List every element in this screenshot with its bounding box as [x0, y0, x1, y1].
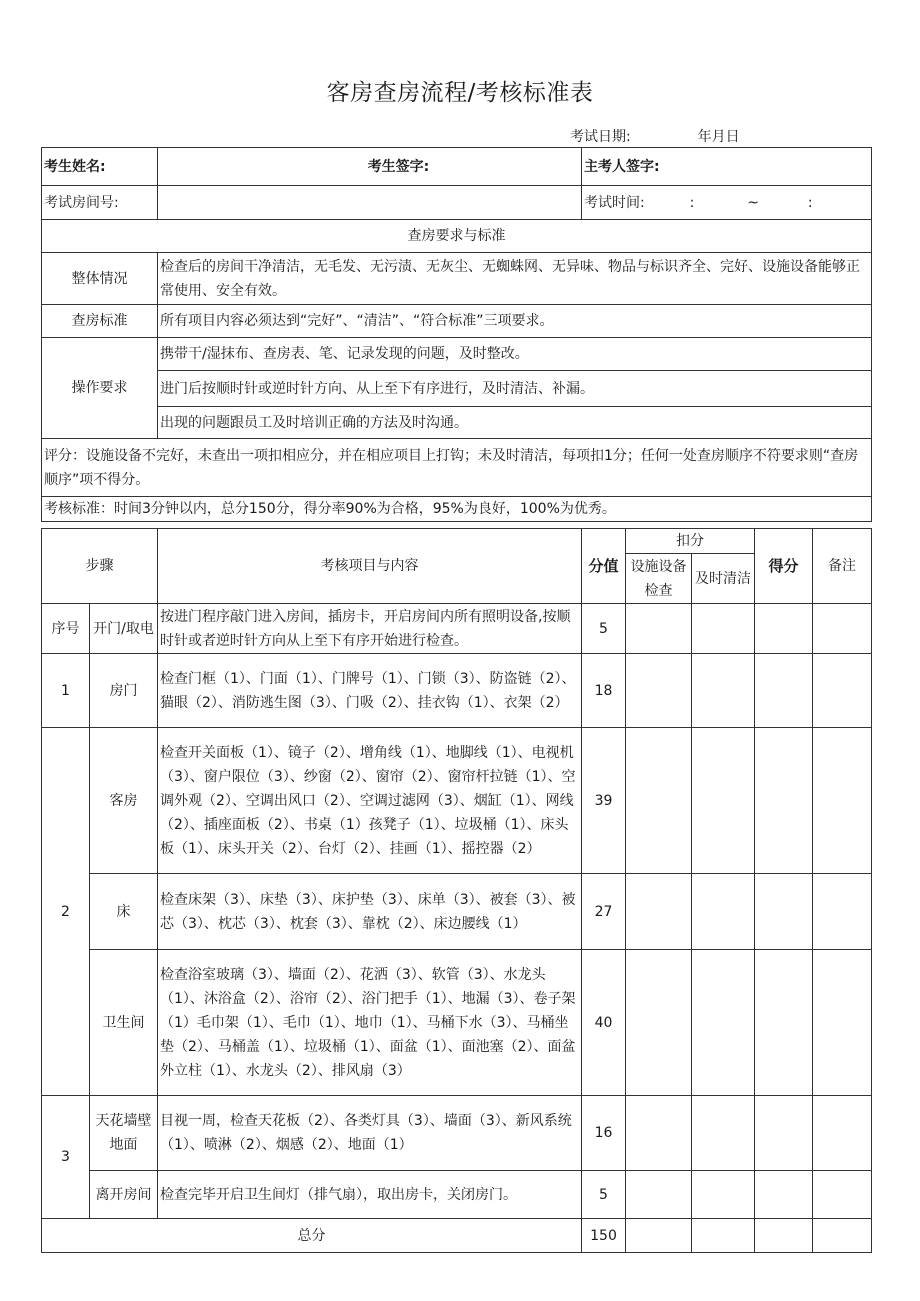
deduct-facility-cell[interactable]	[626, 654, 692, 728]
row-step: 离开房间	[90, 1171, 158, 1219]
col-steps: 步骤	[42, 529, 158, 604]
row-seq: 2	[42, 728, 90, 1096]
standard-label: 查房标准	[42, 305, 158, 338]
standard-text: 所有项目内容必须达到“完好”、“清洁”、“符合标准”三项要求。	[158, 305, 872, 338]
deduct-clean-cell[interactable]	[692, 1171, 755, 1219]
total-points: 150	[582, 1219, 626, 1253]
row-content: 目视一周，检查天花板（2）、各类灯具（3）、墙面（3）、新风系统（1）、喷淋（2）、烟感（2）、地面（1）	[158, 1096, 582, 1171]
deduct-clean-cell[interactable]	[692, 1096, 755, 1171]
exam-date	[570, 126, 740, 146]
row-points: 39	[582, 728, 626, 874]
row-points: 16	[582, 1096, 626, 1171]
candidate-name-label: 考生姓名:	[42, 148, 158, 186]
score-cell[interactable]	[755, 728, 813, 874]
col-deduct: 扣分	[626, 529, 755, 554]
total-row	[42, 1219, 872, 1253]
remarks-cell[interactable]	[813, 874, 872, 950]
scoring-text: 评分：设施设备不完好，未查出一项扣相应分，并在相应项目上打钩；未及时清洁，每项扣1分；任何一处查房顺序不符要求则“查房顺序”项不得分。	[42, 439, 872, 497]
row-step: 天花墙壁地面	[90, 1096, 158, 1171]
row-seq: 序号	[42, 604, 90, 654]
room-no-label: 考试房间号:	[42, 186, 158, 220]
remarks-cell[interactable]	[813, 950, 872, 1096]
row-content: 按进门程序敲门进入房间，插房卡，开启房间内所有照明设备,按顺时针或者逆时针方向从上至下有序开始进行检查。	[158, 604, 582, 654]
exam-date-label: 考试日期:	[570, 129, 631, 145]
operation-item: 进门后按顺时针或逆时针方向、从上至下有序进行，及时清洁、补漏。	[158, 371, 872, 407]
candidate-sign-label: 考生签字:	[158, 148, 582, 186]
table-row	[42, 874, 872, 950]
remarks-cell[interactable]	[813, 728, 872, 874]
row-step: 客房	[90, 728, 158, 874]
row-content: 检查完毕开启卫生间灯（排气扇），取出房卡，关闭房门。	[158, 1171, 582, 1219]
total-deduct-clean-cell[interactable]	[692, 1219, 755, 1253]
exam-date-value: 年月日	[697, 129, 740, 145]
table-row	[42, 1096, 872, 1171]
row-points: 40	[582, 950, 626, 1096]
table-row	[42, 1171, 872, 1219]
score-cell[interactable]	[755, 654, 813, 728]
room-no-value[interactable]	[158, 186, 582, 220]
score-cell[interactable]	[755, 950, 813, 1096]
row-content: 检查门框（1）、门面（1）、门牌号（1）、门锁（3）、防盗链（2）、猫眼（2）、消防逃生图（3）、门吸（2）、挂衣钩（1）、衣架（2）	[158, 654, 582, 728]
col-score: 得分	[755, 529, 813, 604]
deduct-clean-cell[interactable]	[692, 604, 755, 654]
remarks-cell[interactable]	[813, 1171, 872, 1219]
deduct-clean-cell[interactable]	[692, 654, 755, 728]
deduct-facility-cell[interactable]	[626, 1096, 692, 1171]
assessment-text: 考核标准：时间3分钟以内，总分150分，得分率90%为合格，95%为良好，100%为优秀。	[42, 497, 872, 522]
score-cell[interactable]	[755, 604, 813, 654]
total-remarks-cell[interactable]	[813, 1219, 872, 1253]
row-points: 5	[582, 1171, 626, 1219]
overall-label: 整体情况	[42, 253, 158, 305]
row-seq: 1	[42, 654, 90, 728]
table-row	[42, 950, 872, 1096]
total-label: 总分	[42, 1219, 582, 1253]
col-deduct-facility: 设施设备检查	[626, 554, 692, 604]
row-points: 5	[582, 604, 626, 654]
col-remarks: 备注	[813, 529, 872, 604]
examiner-sign-label: 主考人签字:	[582, 148, 872, 186]
overall-text: 检查后的房间干净清洁，无毛发、无污渍、无灰尘、无蜘蛛网、无异味、物品与标识齐全、完好、设施设备能够正常使用、安全有效。	[158, 253, 872, 305]
score-cell[interactable]	[755, 1171, 813, 1219]
deduct-facility-cell[interactable]	[626, 604, 692, 654]
score-cell[interactable]	[755, 1096, 813, 1171]
deduct-clean-cell[interactable]	[692, 728, 755, 874]
score-cell[interactable]	[755, 874, 813, 950]
total-deduct-facility-cell[interactable]	[626, 1219, 692, 1253]
remarks-cell[interactable]	[813, 1096, 872, 1171]
header-table	[41, 147, 872, 522]
assessment-table	[41, 528, 872, 1253]
deduct-facility-cell[interactable]	[626, 728, 692, 874]
row-step: 房门	[90, 654, 158, 728]
col-deduct-clean: 及时清洁	[692, 554, 755, 604]
col-points: 分值	[582, 529, 626, 604]
operation-item: 携带干/湿抹布、查房表、笔、记录发现的问题，及时整改。	[158, 338, 872, 371]
deduct-clean-cell[interactable]	[692, 950, 755, 1096]
page-title: 客房查房流程/考核标准表	[326, 80, 594, 106]
row-points: 18	[582, 654, 626, 728]
row-step: 开门/取电	[90, 604, 158, 654]
deduct-facility-cell[interactable]	[626, 874, 692, 950]
row-step: 卫生间	[90, 950, 158, 1096]
table-row	[42, 654, 872, 728]
operation-label: 操作要求	[42, 338, 158, 439]
remarks-cell[interactable]	[813, 654, 872, 728]
total-score-cell[interactable]	[755, 1219, 813, 1253]
row-content: 检查床架（3）、床垫（3）、床护垫（3）、床单（3）、被套（3）、被芯（3）、枕芯（3）、枕套（3）、靠枕（2）、床边腰线（1）	[158, 874, 582, 950]
row-content: 检查开关面板（1）、镜子（2）、增角线（1）、地脚线（1）、电视机（3）、窗户限位（3）、纱窗（2）、窗帘（2）、窗帘杆拉链（1）、空调外观（2）、空调出风口（2）、空调过滤网（3）、烟缸（1）、网线（2）、插座面板（2）、书桌（1）孩凳子（1）、垃圾桶（1）、床头板（1）、床头开关（2）、台灯（2）、挂画（1）、摇控器（2）	[158, 728, 582, 874]
row-points: 27	[582, 874, 626, 950]
deduct-facility-cell[interactable]	[626, 950, 692, 1096]
deduct-facility-cell[interactable]	[626, 1171, 692, 1219]
exam-time: 考试时间: : ~ :	[582, 186, 872, 220]
deduct-clean-cell[interactable]	[692, 874, 755, 950]
operation-item: 出现的问题跟员工及时培训正确的方法及时沟通。	[158, 407, 872, 439]
table-row	[42, 604, 872, 654]
row-step: 床	[90, 874, 158, 950]
row-content: 检查浴室玻璃（3）、墙面（2）、花洒（3）、软管（3）、水龙头（1）、沐浴盒（2）、浴帘（2）、浴门把手（1）、地漏（3）、卷子架（1）毛巾架（1）、毛巾（1）、地巾（1）、马桶下水（3）、马桶坐垫（2）、马桶盖（1）、垃圾桶（1）、面盆（1）、面池塞（2）、面盆外立柱（1）、水龙头（2）、排风扇（3）	[158, 950, 582, 1096]
col-items: 考核项目与内容	[158, 529, 582, 604]
remarks-cell[interactable]	[813, 604, 872, 654]
requirements-section-title: 查房要求与标准	[42, 220, 872, 253]
table-row	[42, 728, 872, 874]
row-seq: 3	[42, 1096, 90, 1219]
